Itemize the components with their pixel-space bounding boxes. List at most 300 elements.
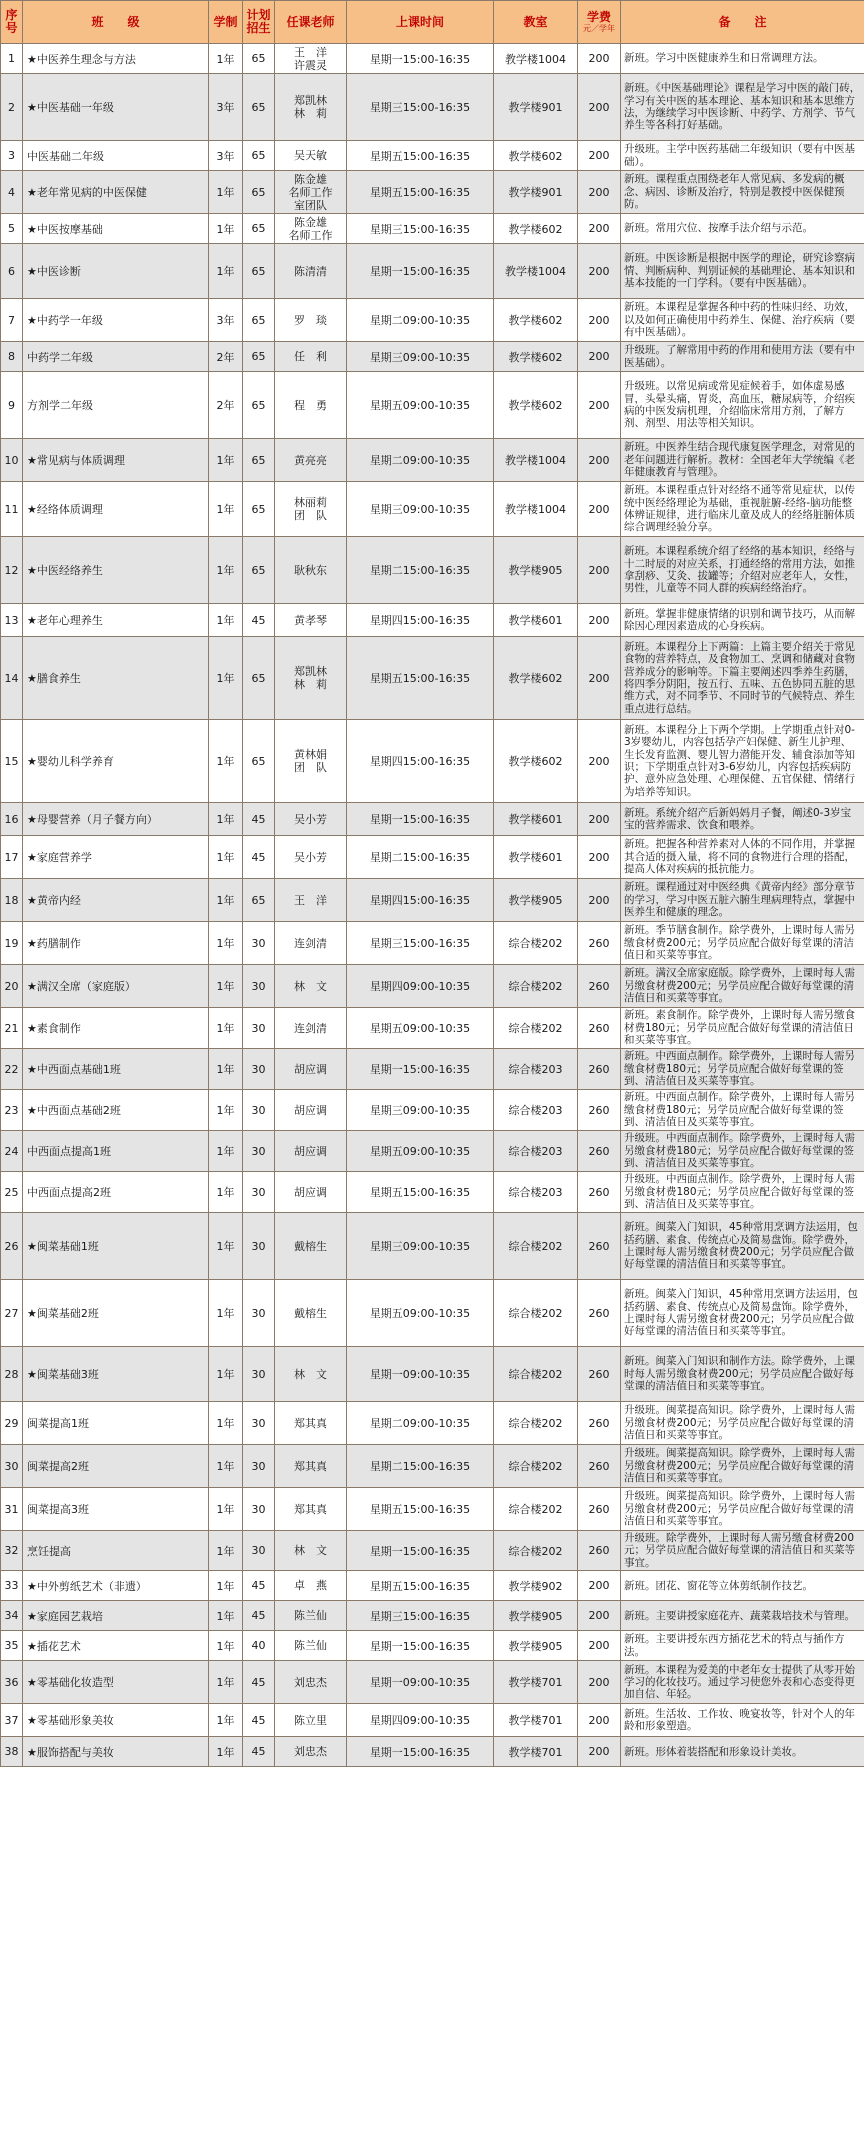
cell-plan: 30 bbox=[243, 1049, 275, 1090]
cell-teacher: 耿秋东 bbox=[275, 537, 347, 604]
cell-plan: 65 bbox=[243, 372, 275, 439]
cell-note: 新班。团花、窗花等立体剪纸制作技艺。 bbox=[621, 1571, 864, 1601]
cell-teacher: 程 勇 bbox=[275, 372, 347, 439]
header-note: 备 注 bbox=[621, 1, 864, 44]
cell-fee: 200 bbox=[578, 482, 621, 537]
cell-teacher: 卓 燕 bbox=[275, 1571, 347, 1601]
cell-fee: 200 bbox=[578, 836, 621, 879]
table-row bbox=[1, 1737, 864, 1767]
cell-note: 升级班。以常见病或常见症候着手，如体虚易感冒，头晕头痛，胃炎，高血压，糖尿病等，介绍疾病的中医发病机理，介绍临床常用方剂，了解方剂、剂型、用法等相关知识。 bbox=[621, 372, 864, 439]
cell-years: 1年 bbox=[209, 1280, 243, 1347]
cell-note: 新班。中医养生结合现代康复医学理念，对常见的老年问题进行解析。教材：全国老年大学统编《老年健康教育与管理》。 bbox=[621, 439, 864, 482]
cell-note: 新班。《中医基础理论》课程是学习中医的敲门砖，学习有关中医的基本理论、基本知识和基本思维方法，为继续学习中医诊断、中药学、方剂学、节气养生等各科打好基础。 bbox=[621, 74, 864, 141]
cell-teacher: 刘忠杰 bbox=[275, 1737, 347, 1767]
cell-time: 星期二09:00-10:35 bbox=[347, 439, 494, 482]
cell-room: 教学楼602 bbox=[494, 214, 578, 244]
cell-plan: 65 bbox=[243, 171, 275, 214]
cell-no: 14 bbox=[1, 637, 23, 720]
cell-teacher: 郑其真 bbox=[275, 1488, 347, 1531]
cell-teacher: 黄孝琴 bbox=[275, 604, 347, 637]
cell-no: 3 bbox=[1, 141, 23, 171]
cell-no: 7 bbox=[1, 299, 23, 342]
cell-teacher: 陈兰仙 bbox=[275, 1631, 347, 1661]
cell-plan: 30 bbox=[243, 965, 275, 1008]
cell-name: ★中外剪纸艺术（非遗） bbox=[23, 1571, 209, 1601]
cell-name: 中药学二年级 bbox=[23, 342, 209, 372]
cell-name: ★闽菜基础1班 bbox=[23, 1213, 209, 1280]
cell-years: 1年 bbox=[209, 1571, 243, 1601]
header-room: 教室 bbox=[494, 1, 578, 44]
cell-room: 综合楼203 bbox=[494, 1090, 578, 1131]
cell-note: 新班。满汉全席家庭版。除学费外，上课时每人需另缴食材费200元；另学员应配合做好每堂课的清洁值日和买菜等事宜。 bbox=[621, 965, 864, 1008]
cell-no: 4 bbox=[1, 171, 23, 214]
cell-years: 1年 bbox=[209, 537, 243, 604]
cell-no: 20 bbox=[1, 965, 23, 1008]
cell-room: 综合楼202 bbox=[494, 965, 578, 1008]
table-row bbox=[1, 836, 864, 879]
cell-plan: 45 bbox=[243, 1601, 275, 1631]
cell-time: 星期一15:00-16:35 bbox=[347, 803, 494, 836]
cell-teacher: 刘忠杰 bbox=[275, 1661, 347, 1704]
cell-plan: 30 bbox=[243, 1131, 275, 1172]
cell-note: 新班。把握各种营养素对人体的不同作用，并掌握其合适的摄入量，将不同的食物进行合理的搭配，提高人体对疾病的抵抗能力。 bbox=[621, 836, 864, 879]
table-row bbox=[1, 1704, 864, 1737]
cell-teacher: 连剑清 bbox=[275, 922, 347, 965]
cell-no: 16 bbox=[1, 803, 23, 836]
cell-years: 1年 bbox=[209, 720, 243, 803]
header-fee-unit: 元／学年 bbox=[583, 24, 615, 33]
cell-plan: 45 bbox=[243, 1737, 275, 1767]
cell-fee: 200 bbox=[578, 803, 621, 836]
cell-name: ★中医按摩基础 bbox=[23, 214, 209, 244]
header-plan: 计划招生 bbox=[243, 1, 275, 44]
cell-note: 新班。季节膳食制作。除学费外，上课时每人需另缴食材费200元；另学员应配合做好每堂课的清洁值日和买菜等事宜。 bbox=[621, 922, 864, 965]
cell-years: 1年 bbox=[209, 1402, 243, 1445]
table-row bbox=[1, 1571, 864, 1601]
cell-teacher: 陈金雄 名师工作 bbox=[275, 214, 347, 244]
cell-no: 29 bbox=[1, 1402, 23, 1445]
cell-teacher: 郑其真 bbox=[275, 1402, 347, 1445]
cell-plan: 45 bbox=[243, 836, 275, 879]
table-row bbox=[1, 637, 864, 720]
cell-room: 综合楼202 bbox=[494, 1213, 578, 1280]
cell-fee: 260 bbox=[578, 1445, 621, 1488]
cell-note: 新班。中西面点制作。除学费外，上课时每人需另缴食材费180元；另学员应配合做好每堂课的签到、清洁值日及买菜等事宜。 bbox=[621, 1090, 864, 1131]
cell-fee: 260 bbox=[578, 1213, 621, 1280]
cell-note: 新班。本课程分上下两篇：上篇主要介绍关于常见食物的营养特点，及食物加工、烹调和储藏对食物营养成分的影响等。下篇主要阐述四季养生药膳，将四季分阴阳，按五行、五味、五色协同五脏的思维方式，对不同季节、不同时节的气候特点、养生重点进行总结。 bbox=[621, 637, 864, 720]
cell-no: 28 bbox=[1, 1347, 23, 1402]
cell-note: 升级班。中西面点制作。除学费外，上课时每人需另缴食材费180元；另学员应配合做好每堂课的签到、清洁值日及买菜等事宜。 bbox=[621, 1131, 864, 1172]
cell-room: 教学楼905 bbox=[494, 537, 578, 604]
cell-plan: 65 bbox=[243, 637, 275, 720]
table-row bbox=[1, 372, 864, 439]
cell-note: 新班。本课程分上下两个学期。上学期重点针对0-3岁婴幼儿，内容包括孕产妇保健、新生儿护理、生长发育监测、婴儿智力潜能开发、辅食添加等知识；下学期重点针对3-6岁幼儿，内容包括疾病防护、意外应急处理、心理保健、五官保健、情绪行为培养等知识。 bbox=[621, 720, 864, 803]
cell-years: 1年 bbox=[209, 1347, 243, 1402]
cell-teacher: 罗 琰 bbox=[275, 299, 347, 342]
cell-note: 新班。本课程为爱美的中老年女士提供了从零开始学习的化妆技巧。通过学习使您外表和心态变得更加自信、年轻。 bbox=[621, 1661, 864, 1704]
cell-note: 新班。本课程重点针对经络不通等常见症状，以传统中医经络理论为基础，重视脏腑-经络-脑功能整体辨证规律，进行临床儿童及成人的经络脏腑体质综合调理经验分享。 bbox=[621, 482, 864, 537]
cell-note: 新班。系统介绍产后新妈妈月子餐，阐述0-3岁宝宝的营养需求、饮食和喂养。 bbox=[621, 803, 864, 836]
cell-no: 22 bbox=[1, 1049, 23, 1090]
cell-teacher: 任 利 bbox=[275, 342, 347, 372]
cell-room: 综合楼203 bbox=[494, 1049, 578, 1090]
cell-teacher: 吴天敏 bbox=[275, 141, 347, 171]
cell-time: 星期二15:00-16:35 bbox=[347, 836, 494, 879]
cell-note: 新班。掌握非健康情绪的识别和调节技巧，从而解除因心理因素造成的心身疾病。 bbox=[621, 604, 864, 637]
table-row bbox=[1, 537, 864, 604]
cell-years: 2年 bbox=[209, 372, 243, 439]
cell-name: ★中药学一年级 bbox=[23, 299, 209, 342]
cell-name: 中西面点提高1班 bbox=[23, 1131, 209, 1172]
cell-years: 1年 bbox=[209, 1531, 243, 1571]
cell-name: 中西面点提高2班 bbox=[23, 1172, 209, 1213]
cell-time: 星期一15:00-16:35 bbox=[347, 1531, 494, 1571]
cell-years: 3年 bbox=[209, 74, 243, 141]
cell-years: 1年 bbox=[209, 244, 243, 299]
cell-time: 星期四09:00-10:35 bbox=[347, 1704, 494, 1737]
cell-no: 30 bbox=[1, 1445, 23, 1488]
cell-time: 星期五15:00-16:35 bbox=[347, 141, 494, 171]
table-row bbox=[1, 1172, 864, 1213]
cell-no: 12 bbox=[1, 537, 23, 604]
cell-time: 星期一15:00-16:35 bbox=[347, 1737, 494, 1767]
table-row bbox=[1, 141, 864, 171]
cell-time: 星期二09:00-10:35 bbox=[347, 1402, 494, 1445]
cell-no: 9 bbox=[1, 372, 23, 439]
cell-no: 15 bbox=[1, 720, 23, 803]
cell-name: 方剂学二年级 bbox=[23, 372, 209, 439]
cell-fee: 200 bbox=[578, 1631, 621, 1661]
cell-name: ★闽菜基础2班 bbox=[23, 1280, 209, 1347]
cell-name: ★满汉全席（家庭版） bbox=[23, 965, 209, 1008]
cell-teacher: 陈清清 bbox=[275, 244, 347, 299]
cell-years: 1年 bbox=[209, 1213, 243, 1280]
cell-plan: 45 bbox=[243, 1661, 275, 1704]
cell-years: 1年 bbox=[209, 1737, 243, 1767]
cell-years: 1年 bbox=[209, 604, 243, 637]
cell-years: 2年 bbox=[209, 342, 243, 372]
cell-fee: 260 bbox=[578, 1280, 621, 1347]
cell-name: 烹饪提高 bbox=[23, 1531, 209, 1571]
cell-note: 升级班。除学费外，上课时每人需另缴食材费200元；另学员应配合做好每堂课的清洁值日和买菜等事宜。 bbox=[621, 1531, 864, 1571]
cell-fee: 200 bbox=[578, 342, 621, 372]
cell-fee: 200 bbox=[578, 372, 621, 439]
cell-note: 升级班。闽菜提高知识。除学费外，上课时每人需另缴食材费200元；另学员应配合做好每堂课的清洁值日和买菜等事宜。 bbox=[621, 1445, 864, 1488]
cell-teacher: 胡应调 bbox=[275, 1049, 347, 1090]
cell-fee: 260 bbox=[578, 1008, 621, 1049]
cell-teacher: 陈兰仙 bbox=[275, 1601, 347, 1631]
cell-plan: 65 bbox=[243, 342, 275, 372]
cell-years: 1年 bbox=[209, 965, 243, 1008]
cell-fee: 200 bbox=[578, 214, 621, 244]
cell-plan: 30 bbox=[243, 1402, 275, 1445]
cell-room: 教学楼1004 bbox=[494, 439, 578, 482]
cell-name: ★零基础形象美妆 bbox=[23, 1704, 209, 1737]
cell-no: 27 bbox=[1, 1280, 23, 1347]
cell-room: 教学楼901 bbox=[494, 171, 578, 214]
cell-plan: 45 bbox=[243, 1704, 275, 1737]
cell-name: 闽菜提高1班 bbox=[23, 1402, 209, 1445]
cell-teacher: 吴小芳 bbox=[275, 836, 347, 879]
table-row bbox=[1, 1601, 864, 1631]
cell-fee: 200 bbox=[578, 299, 621, 342]
cell-teacher: 郑其真 bbox=[275, 1445, 347, 1488]
table-row bbox=[1, 342, 864, 372]
cell-plan: 65 bbox=[243, 141, 275, 171]
cell-no: 13 bbox=[1, 604, 23, 637]
cell-time: 星期三09:00-10:35 bbox=[347, 1090, 494, 1131]
cell-name: ★经络体质调理 bbox=[23, 482, 209, 537]
cell-time: 星期五15:00-16:35 bbox=[347, 1172, 494, 1213]
cell-teacher: 陈立里 bbox=[275, 1704, 347, 1737]
cell-time: 星期三09:00-10:35 bbox=[347, 482, 494, 537]
cell-fee: 200 bbox=[578, 1571, 621, 1601]
cell-no: 11 bbox=[1, 482, 23, 537]
table-row bbox=[1, 1488, 864, 1531]
cell-name: ★药膳制作 bbox=[23, 922, 209, 965]
cell-teacher: 林 文 bbox=[275, 965, 347, 1008]
cell-plan: 45 bbox=[243, 1571, 275, 1601]
cell-plan: 30 bbox=[243, 1531, 275, 1571]
cell-room: 综合楼202 bbox=[494, 922, 578, 965]
cell-time: 星期四15:00-16:35 bbox=[347, 604, 494, 637]
cell-no: 34 bbox=[1, 1601, 23, 1631]
table-row bbox=[1, 1531, 864, 1571]
cell-years: 3年 bbox=[209, 141, 243, 171]
cell-room: 教学楼602 bbox=[494, 141, 578, 171]
cell-room: 教学楼905 bbox=[494, 1601, 578, 1631]
cell-time: 星期三09:00-10:35 bbox=[347, 1213, 494, 1280]
table-row bbox=[1, 1213, 864, 1280]
cell-years: 1年 bbox=[209, 803, 243, 836]
cell-name: ★服饰搭配与美妆 bbox=[23, 1737, 209, 1767]
cell-note: 升级班。闽菜提高知识。除学费外，上课时每人需另缴食材费200元；另学员应配合做好每堂课的清洁值日和买菜等事宜。 bbox=[621, 1402, 864, 1445]
cell-room: 教学楼1004 bbox=[494, 244, 578, 299]
cell-plan: 30 bbox=[243, 1008, 275, 1049]
cell-name: ★插花艺术 bbox=[23, 1631, 209, 1661]
cell-years: 1年 bbox=[209, 1090, 243, 1131]
cell-name: ★中医经络养生 bbox=[23, 537, 209, 604]
cell-years: 1年 bbox=[209, 482, 243, 537]
cell-time: 星期一15:00-16:35 bbox=[347, 1049, 494, 1090]
cell-fee: 200 bbox=[578, 1661, 621, 1704]
cell-note: 新班。学习中医健康养生和日常调理方法。 bbox=[621, 44, 864, 74]
cell-plan: 65 bbox=[243, 74, 275, 141]
table-row bbox=[1, 1402, 864, 1445]
cell-fee: 260 bbox=[578, 1402, 621, 1445]
table-row bbox=[1, 482, 864, 537]
cell-room: 综合楼202 bbox=[494, 1531, 578, 1571]
cell-room: 教学楼901 bbox=[494, 74, 578, 141]
table-row bbox=[1, 44, 864, 74]
cell-plan: 30 bbox=[243, 1090, 275, 1131]
cell-fee: 200 bbox=[578, 637, 621, 720]
cell-room: 综合楼202 bbox=[494, 1445, 578, 1488]
cell-no: 38 bbox=[1, 1737, 23, 1767]
cell-name: ★闽菜基础3班 bbox=[23, 1347, 209, 1402]
header-class: 班 级 bbox=[23, 1, 209, 44]
cell-room: 教学楼902 bbox=[494, 1571, 578, 1601]
cell-fee: 260 bbox=[578, 1090, 621, 1131]
cell-time: 星期三15:00-16:35 bbox=[347, 74, 494, 141]
cell-no: 8 bbox=[1, 342, 23, 372]
cell-years: 1年 bbox=[209, 439, 243, 482]
cell-teacher: 王 洋 bbox=[275, 879, 347, 922]
cell-name: 闽菜提高3班 bbox=[23, 1488, 209, 1531]
table-row bbox=[1, 720, 864, 803]
cell-time: 星期四09:00-10:35 bbox=[347, 965, 494, 1008]
header-fee-label: 学费 bbox=[586, 10, 611, 24]
cell-plan: 65 bbox=[243, 537, 275, 604]
cell-plan: 65 bbox=[243, 44, 275, 74]
table-row bbox=[1, 1347, 864, 1402]
cell-years: 1年 bbox=[209, 637, 243, 720]
cell-plan: 40 bbox=[243, 1631, 275, 1661]
cell-name: ★老年常见病的中医保健 bbox=[23, 171, 209, 214]
cell-plan: 65 bbox=[243, 214, 275, 244]
cell-teacher: 胡应调 bbox=[275, 1172, 347, 1213]
cell-years: 1年 bbox=[209, 1704, 243, 1737]
table-row bbox=[1, 1131, 864, 1172]
cell-room: 综合楼203 bbox=[494, 1131, 578, 1172]
cell-plan: 65 bbox=[243, 244, 275, 299]
cell-room: 教学楼1004 bbox=[494, 482, 578, 537]
cell-no: 2 bbox=[1, 74, 23, 141]
cell-teacher: 戴榕生 bbox=[275, 1280, 347, 1347]
cell-fee: 200 bbox=[578, 171, 621, 214]
cell-years: 1年 bbox=[209, 879, 243, 922]
cell-plan: 30 bbox=[243, 1213, 275, 1280]
cell-fee: 200 bbox=[578, 720, 621, 803]
table-row bbox=[1, 879, 864, 922]
cell-plan: 30 bbox=[243, 1445, 275, 1488]
cell-time: 星期四15:00-16:35 bbox=[347, 720, 494, 803]
cell-note: 新班。素食制作。除学费外，上课时每人需另缴食材费180元；另学员应配合做好每堂课的清洁值日和买菜等事宜。 bbox=[621, 1008, 864, 1049]
cell-note: 新班。主要讲授家庭花卉、蔬菜栽培技术与管理。 bbox=[621, 1601, 864, 1631]
cell-time: 星期五15:00-16:35 bbox=[347, 1488, 494, 1531]
cell-fee: 200 bbox=[578, 537, 621, 604]
table-row bbox=[1, 1631, 864, 1661]
cell-no: 37 bbox=[1, 1704, 23, 1737]
cell-note: 新班。本课程系统介绍了经络的基本知识，经络与十二时辰的对应关系，打通经络的常用方法，如推拿刮痧、艾灸、拔罐等；介绍对应老年人，女性，男性，儿童等不同人群的疾病经络治疗。 bbox=[621, 537, 864, 604]
cell-room: 教学楼602 bbox=[494, 720, 578, 803]
cell-fee: 260 bbox=[578, 1049, 621, 1090]
cell-name: ★中西面点基础2班 bbox=[23, 1090, 209, 1131]
cell-name: ★中医诊断 bbox=[23, 244, 209, 299]
cell-room: 教学楼905 bbox=[494, 879, 578, 922]
cell-no: 25 bbox=[1, 1172, 23, 1213]
cell-room: 教学楼602 bbox=[494, 299, 578, 342]
cell-note: 新班。形体着装搭配和形象设计美妆。 bbox=[621, 1737, 864, 1767]
table-row bbox=[1, 299, 864, 342]
cell-time: 星期五09:00-10:35 bbox=[347, 1131, 494, 1172]
cell-note: 新班。闽菜入门知识，45种常用烹调方法运用，包括药膳、素食、传统点心及简易盘饰。除学费外，上课时每人需另缴食材费200元；另学员应配合做好每堂课的清洁值日和买菜等事宜。 bbox=[621, 1280, 864, 1347]
cell-name: ★婴幼儿科学养育 bbox=[23, 720, 209, 803]
header-time: 上课时间 bbox=[347, 1, 494, 44]
cell-fee: 260 bbox=[578, 965, 621, 1008]
cell-fee: 260 bbox=[578, 1172, 621, 1213]
table-row bbox=[1, 1661, 864, 1704]
cell-fee: 200 bbox=[578, 44, 621, 74]
cell-name: 中医基础二年级 bbox=[23, 141, 209, 171]
cell-note: 新班。常用穴位、按摩手法介绍与示范。 bbox=[621, 214, 864, 244]
table-row bbox=[1, 1049, 864, 1090]
table-row bbox=[1, 1445, 864, 1488]
table-row bbox=[1, 214, 864, 244]
cell-room: 教学楼602 bbox=[494, 637, 578, 720]
table-row bbox=[1, 965, 864, 1008]
cell-time: 星期一15:00-16:35 bbox=[347, 1631, 494, 1661]
cell-years: 1年 bbox=[209, 1661, 243, 1704]
cell-no: 6 bbox=[1, 244, 23, 299]
cell-no: 31 bbox=[1, 1488, 23, 1531]
cell-time: 星期五15:00-16:35 bbox=[347, 171, 494, 214]
table-row bbox=[1, 244, 864, 299]
cell-fee: 200 bbox=[578, 1737, 621, 1767]
cell-note: 升级班。主学中医药基础二年级知识（要有中医基础）。 bbox=[621, 141, 864, 171]
cell-name: ★中医养生理念与方法 bbox=[23, 44, 209, 74]
cell-note: 新班。主要讲授东西方插花艺术的特点与插作方法。 bbox=[621, 1631, 864, 1661]
cell-plan: 30 bbox=[243, 1347, 275, 1402]
cell-teacher: 王 洋 许震灵 bbox=[275, 44, 347, 74]
cell-no: 1 bbox=[1, 44, 23, 74]
cell-time: 星期三09:00-10:35 bbox=[347, 342, 494, 372]
header-fee bbox=[578, 1, 621, 44]
header-teacher: 任课老师 bbox=[275, 1, 347, 44]
cell-teacher: 黄林娟 团 队 bbox=[275, 720, 347, 803]
cell-teacher: 戴榕生 bbox=[275, 1213, 347, 1280]
cell-no: 17 bbox=[1, 836, 23, 879]
cell-years: 1年 bbox=[209, 1008, 243, 1049]
cell-years: 1年 bbox=[209, 922, 243, 965]
cell-time: 星期五15:00-16:35 bbox=[347, 637, 494, 720]
table-row bbox=[1, 922, 864, 965]
cell-note: 新班。闽菜入门知识，45种常用烹调方法运用，包括药膳、素食、传统点心及简易盘饰。除学费外，上课时每人需另缴食材费200元；另学员应配合做好每堂课的清洁值日和买菜等事宜。 bbox=[621, 1213, 864, 1280]
cell-teacher: 郑凯林 林 莉 bbox=[275, 74, 347, 141]
cell-room: 综合楼203 bbox=[494, 1172, 578, 1213]
cell-note: 升级班。了解常用中药的作用和使用方法（要有中医基础）。 bbox=[621, 342, 864, 372]
cell-fee: 200 bbox=[578, 74, 621, 141]
table-row bbox=[1, 604, 864, 637]
cell-no: 5 bbox=[1, 214, 23, 244]
header-years: 学制 bbox=[209, 1, 243, 44]
cell-note: 新班。课程重点围绕老年人常见病、多发病的概念、病因、诊断及治疗，特别是教授中医保健预防。 bbox=[621, 171, 864, 214]
cell-no: 36 bbox=[1, 1661, 23, 1704]
cell-no: 18 bbox=[1, 879, 23, 922]
cell-fee: 200 bbox=[578, 141, 621, 171]
cell-teacher: 林 文 bbox=[275, 1347, 347, 1402]
cell-no: 33 bbox=[1, 1571, 23, 1601]
cell-plan: 30 bbox=[243, 1280, 275, 1347]
cell-years: 1年 bbox=[209, 1631, 243, 1661]
cell-room: 综合楼202 bbox=[494, 1402, 578, 1445]
cell-teacher: 胡应调 bbox=[275, 1131, 347, 1172]
cell-note: 新班。课程通过对中医经典《黄帝内经》部分章节的学习，学习中医五脏六腑生理病理特点，掌握中医养生和健康的理念。 bbox=[621, 879, 864, 922]
cell-fee: 200 bbox=[578, 439, 621, 482]
cell-room: 教学楼601 bbox=[494, 836, 578, 879]
cell-time: 星期四15:00-16:35 bbox=[347, 879, 494, 922]
cell-no: 21 bbox=[1, 1008, 23, 1049]
cell-time: 星期一09:00-10:35 bbox=[347, 1347, 494, 1402]
cell-fee: 260 bbox=[578, 1131, 621, 1172]
cell-teacher: 林丽莉 团 队 bbox=[275, 482, 347, 537]
cell-room: 教学楼701 bbox=[494, 1661, 578, 1704]
table-row bbox=[1, 803, 864, 836]
cell-fee: 200 bbox=[578, 1704, 621, 1737]
cell-time: 星期五09:00-10:35 bbox=[347, 1008, 494, 1049]
cell-time: 星期三15:00-16:35 bbox=[347, 922, 494, 965]
cell-plan: 30 bbox=[243, 1172, 275, 1213]
